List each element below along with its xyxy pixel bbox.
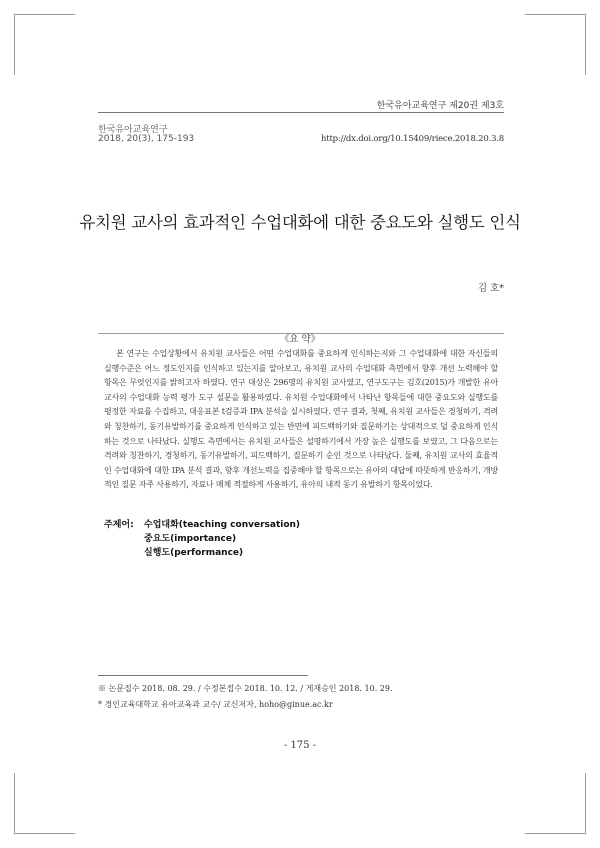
footnote-author-affiliation: * 경인교육대학교 유아교육과 교수/ 교신저자, hoho@ginue.ac.kr: [98, 700, 333, 709]
crop-mark-top-right: [525, 14, 586, 75]
footnote-submission-dates: ※ 논문접수 2018. 08. 29. / 수정본접수 2018. 10. 12. / 게재승인 2018. 10. 29.: [98, 684, 393, 693]
crop-mark-bottom-right: [525, 773, 586, 834]
abstract-label: 《요 약》: [272, 334, 328, 345]
author-name: 김 호*: [477, 283, 504, 294]
keyword-item: 중요도(importance): [144, 534, 237, 544]
journal-volume-pages: 2018, 20(3), 175-193: [98, 134, 195, 144]
abstract-heading: [0, 327, 600, 346]
doi-link[interactable]: http://dx.doi.org/10.15409/riece.2018.20.3.8: [320, 134, 504, 144]
paper-title: 유치원 교사의 효과적인 수업대화에 대한 중요도와 실행도 인식: [79, 213, 521, 232]
footnote-rule: [98, 675, 308, 676]
keyword-item: 실행도(performance): [144, 548, 244, 558]
header-rule: [98, 112, 504, 113]
keyword-item: 수업대화(teaching conversation): [144, 520, 301, 530]
abstract-body: 본 연구는 수업상황에서 유치원 교사들은 어떤 수업대화를 중요하게 인식하는지와 그 수업대화에 대한 자신들의 실행수준은 어느 정도인지를 인식하고 있는지를 알아보고, 유치원 교사의 수업대화 측면에서 향후 개선 노력해야 할 항목은 무엇인지를 밝히고자 하였다. 연구 대상은 296명의 유치원 교사였고, 연구도구는 김호(2015)가 개발한 유아교사의 수업대화 능력 평가 도구 설문을 활용하였다. 유치원 수업대화에서 나타난 항목들에 대한 중요도와 실행도를 평정한 자료를 수집하고, 대응표본 t검증과 IPA 분석을 실시하였다. 연구 결과, 첫째, 유치원 교사들은 경청하기, 격려와 칭찬하기, 동기유발하기를 중요하게 인식하고 있는 반면에 피드백하기와 질문하기는 상대적으로 덜 중요하게 인식하는 것으로 나타났다. 실행도 측면에서는 유치원 교사들은 설명하기에서 가장 높은 실행도를 보였고, 그 다음으로는 격려와 칭찬하기, 경청하기, 동기유발하기, 피드백하기, 질문하기 순인 것으로 나타났다. 둘째, 유치원 교사의 효율적인 수업대화에 대한 IPA 분석 결과, 향후 개선노력을 집중해야 할 항목으로는 유아의 대답에 따뜻하게 반응하기, 개방적인 질문 자주 사용하기, 자료나 매체 적절하게 사용하기, 유아의 내적 동기 유발하기 항목이었다.: [104, 349, 498, 490]
journal-name: 한국유아교육연구: [98, 125, 168, 135]
keywords-label: 주제어:: [104, 520, 134, 530]
running-head: 한국유아교육연구 제20권 제3호: [376, 101, 504, 111]
page-number: - 175 -: [283, 740, 317, 751]
crop-mark-top-left: [14, 14, 75, 75]
crop-mark-bottom-left: [14, 773, 75, 834]
